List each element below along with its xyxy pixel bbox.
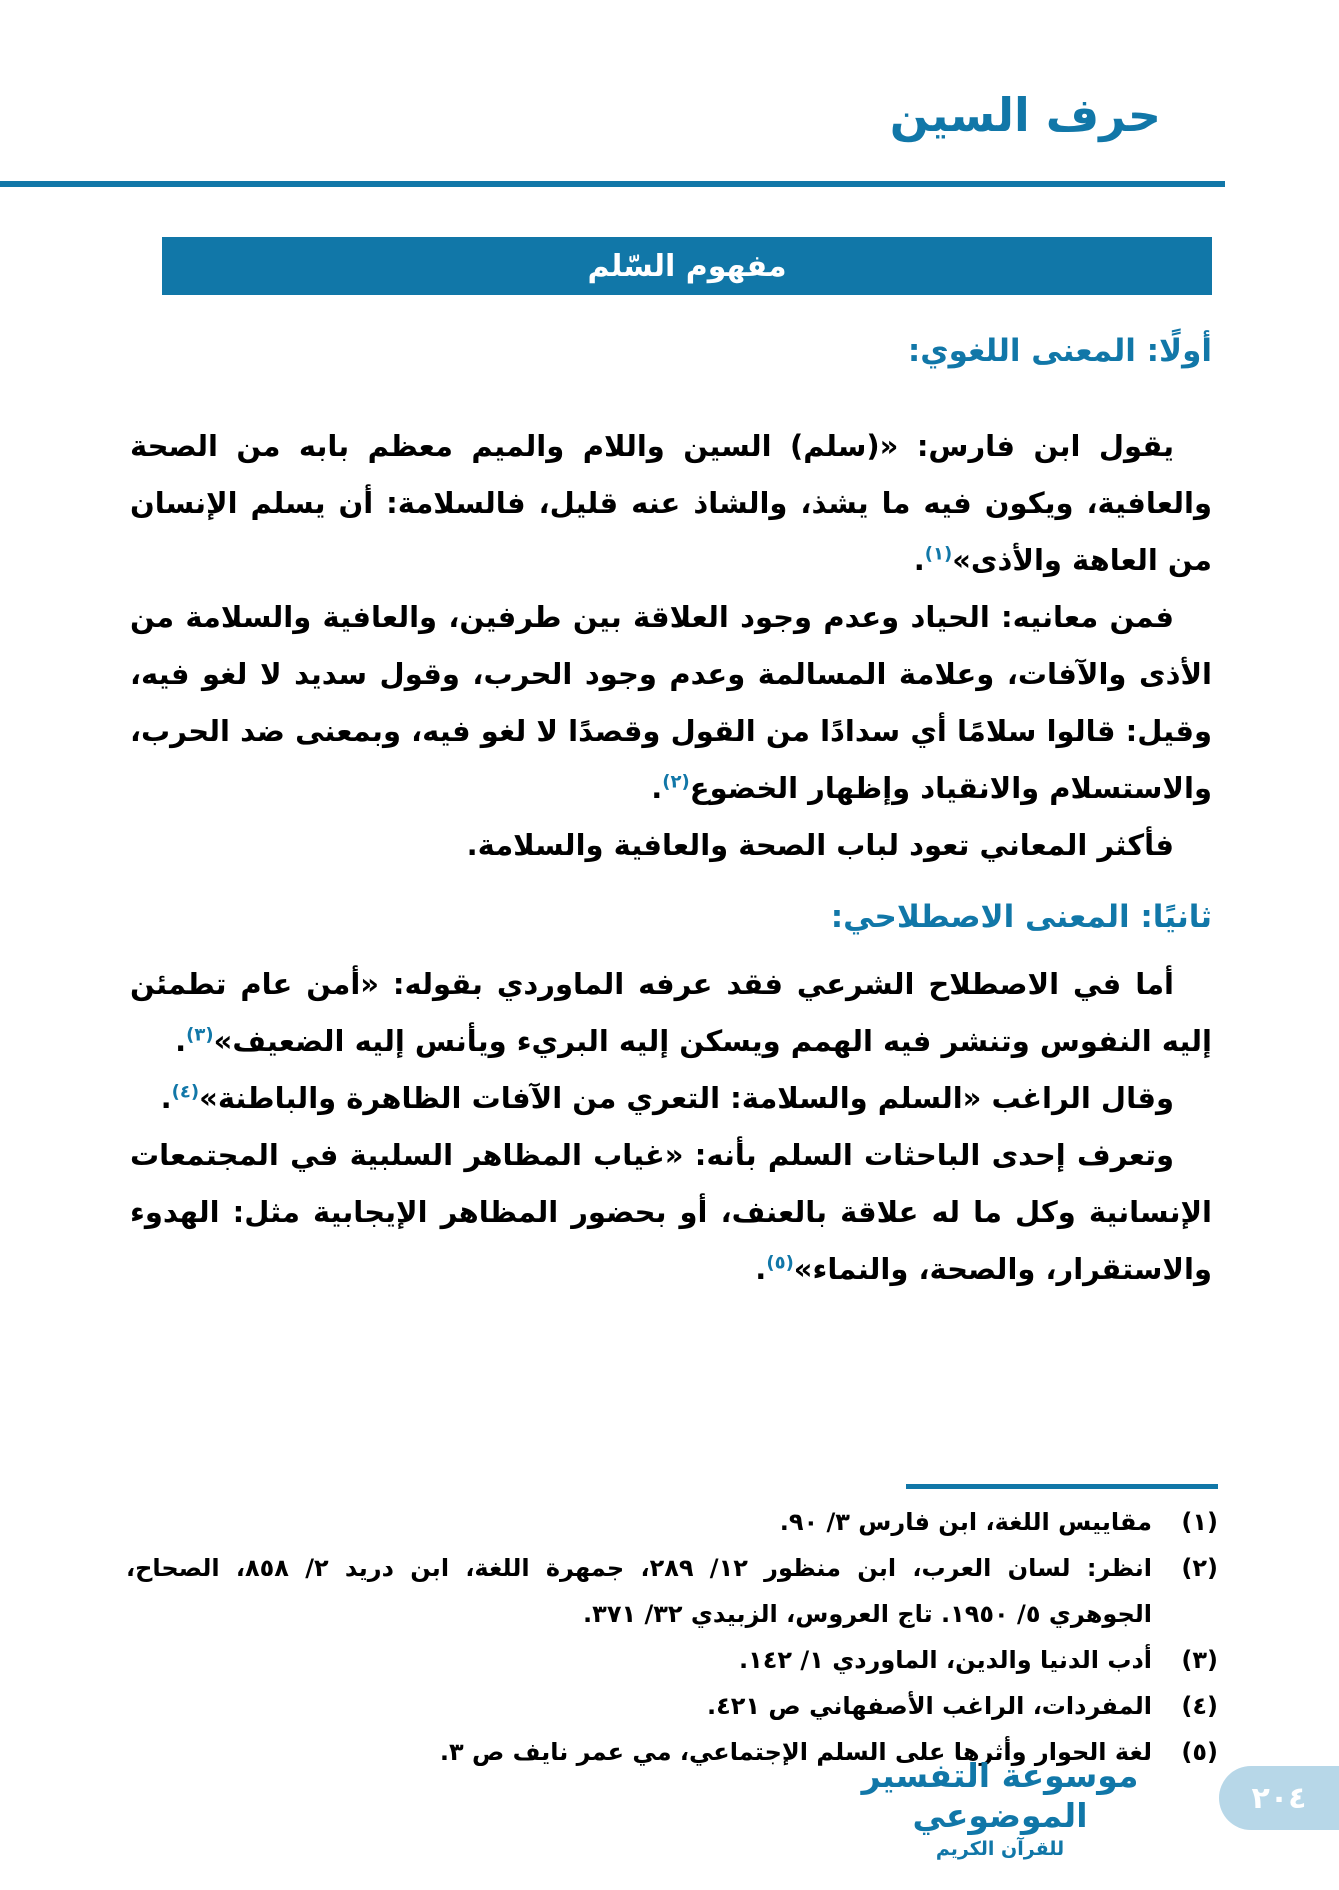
footnote-item [126,1683,1218,1729]
paragraph [130,589,1212,817]
footnote-divider [906,1484,1218,1489]
paragraph-end: . [913,543,925,577]
footnote-item [126,1499,1218,1545]
paragraph-text: يقول ابن فارس: «(سلم) السين واللام والميم معظم بابه من الصحة والعافية، ويكون فيه ما يشذ، والشاذ عنه قليل، فالسلامة: أن يسلم الإنسان من العاهة والأذى» [130,429,1212,577]
footnote-number: (٢) [1181,1554,1218,1582]
footnote-marker: (٤) [171,1081,200,1103]
footnote-marker: (٢) [662,771,690,793]
paragraph-text: فمن معانيه: الحياد وعدم وجود العلاقة بين طرفين، والعافية والسلامة من الأذى والآفات، وعلامة المسالمة وعدم وجود الحرب، وقول سديد لا لغو فيه، وقيل: قالوا سلامًا أي سدادًا من القول وقصدًا لا لغو فيه، وبمعنى ضد الحرب، والاستسلام والانقياد وإظهار الخضوع [130,600,1212,805]
footnote-text: انظر: لسان العرب، ابن منظور ١٢/ ٢٨٩، جمهرة اللغة، ابن دريد ٢/ ٨٥٨، الصحاح، الجوهري ٥/ ١٩٥٠. تاج العروس، الزبيدي ٣٢/ ٣٧١. [126,1554,1152,1628]
footnote-list [126,1499,1218,1775]
paragraph [130,1127,1212,1298]
footnote-item [126,1637,1218,1683]
section-terminological-paragraphs [130,956,1212,1298]
publisher-logo [850,1756,1150,1862]
footnote-text: أدب الدنيا والدين، الماوردي ١/ ١٤٢. [739,1646,1152,1674]
paragraph [130,817,1212,874]
footnote-text: مقاييس اللغة، ابن فارس ٣/ ٩٠. [779,1508,1152,1536]
footnote-number: (١) [1181,1508,1218,1536]
paragraph [130,956,1212,1070]
section-title: حرف السين [889,88,1161,142]
section-linguistic-paragraphs [130,418,1212,874]
main-content [130,322,1212,1298]
paragraph [130,1070,1212,1127]
heading-terminological-meaning: ثانيًا: المعنى الاصطلاحي: [830,899,1212,935]
paragraph-end: . [755,1252,767,1286]
logo-title: موسوعة التفسير الموضوعي [861,1756,1139,1835]
footnote-number: (٥) [1181,1738,1218,1766]
footnote-number: (٤) [1181,1692,1218,1720]
paragraph [130,418,1212,589]
footnote-text: المفردات، الراغب الأصفهاني ص ٤٢١. [707,1692,1152,1720]
footnote-marker: (٣) [186,1024,214,1046]
chapter-banner [162,237,1212,295]
page-number: ٢٠٤ [1251,1780,1307,1816]
heading-linguistic-meaning: أولًا: المعنى اللغوي: [907,333,1212,369]
paragraph-text: فأكثر المعاني تعود لباب الصحة والعافية والسلامة. [466,828,1174,862]
paragraph-end: . [175,1024,187,1058]
footnote-text: لغة الحوار وأثرها على السلم الإجتماعي، مي عمر نايف ص ٣. [439,1738,1152,1766]
footnote-item [126,1545,1218,1637]
logo-subtitle: للقرآن الكريم [935,1838,1065,1860]
banner-title: مفهوم السّلم [587,248,787,284]
footnote-number: (٣) [1181,1646,1218,1674]
paragraph-text: وقال الراغب «السلم والسلامة: التعري من الآفات الظاهرة والباطنة» [199,1081,1174,1115]
header-rule [0,181,1225,187]
paragraph-text: وتعرف إحدى الباحثات السلم بأنه: «غياب المظاهر السلبية في المجتمعات الإنسانية وكل ما له علاقة بالعنف، أو بحضور المظاهر الإيجابية مثل: الهدوء والاستقرار، والصحة، والنماء» [130,1138,1212,1286]
page-number-badge [1219,1766,1339,1830]
paragraph-end: . [651,771,663,805]
footnote-marker: (٥) [766,1252,794,1274]
paragraph-end: . [160,1081,172,1115]
footnote-marker: (١) [924,543,953,565]
footnotes-block [126,1484,1218,1775]
paragraph-text: أما في الاصطلاح الشرعي فقد عرفه الماوردي بقوله: «أمن عام تطمئن إليه النفوس وتنشر فيه الهمم ويسكن إليه البريء ويأنس إليه الضعيف» [130,967,1212,1058]
